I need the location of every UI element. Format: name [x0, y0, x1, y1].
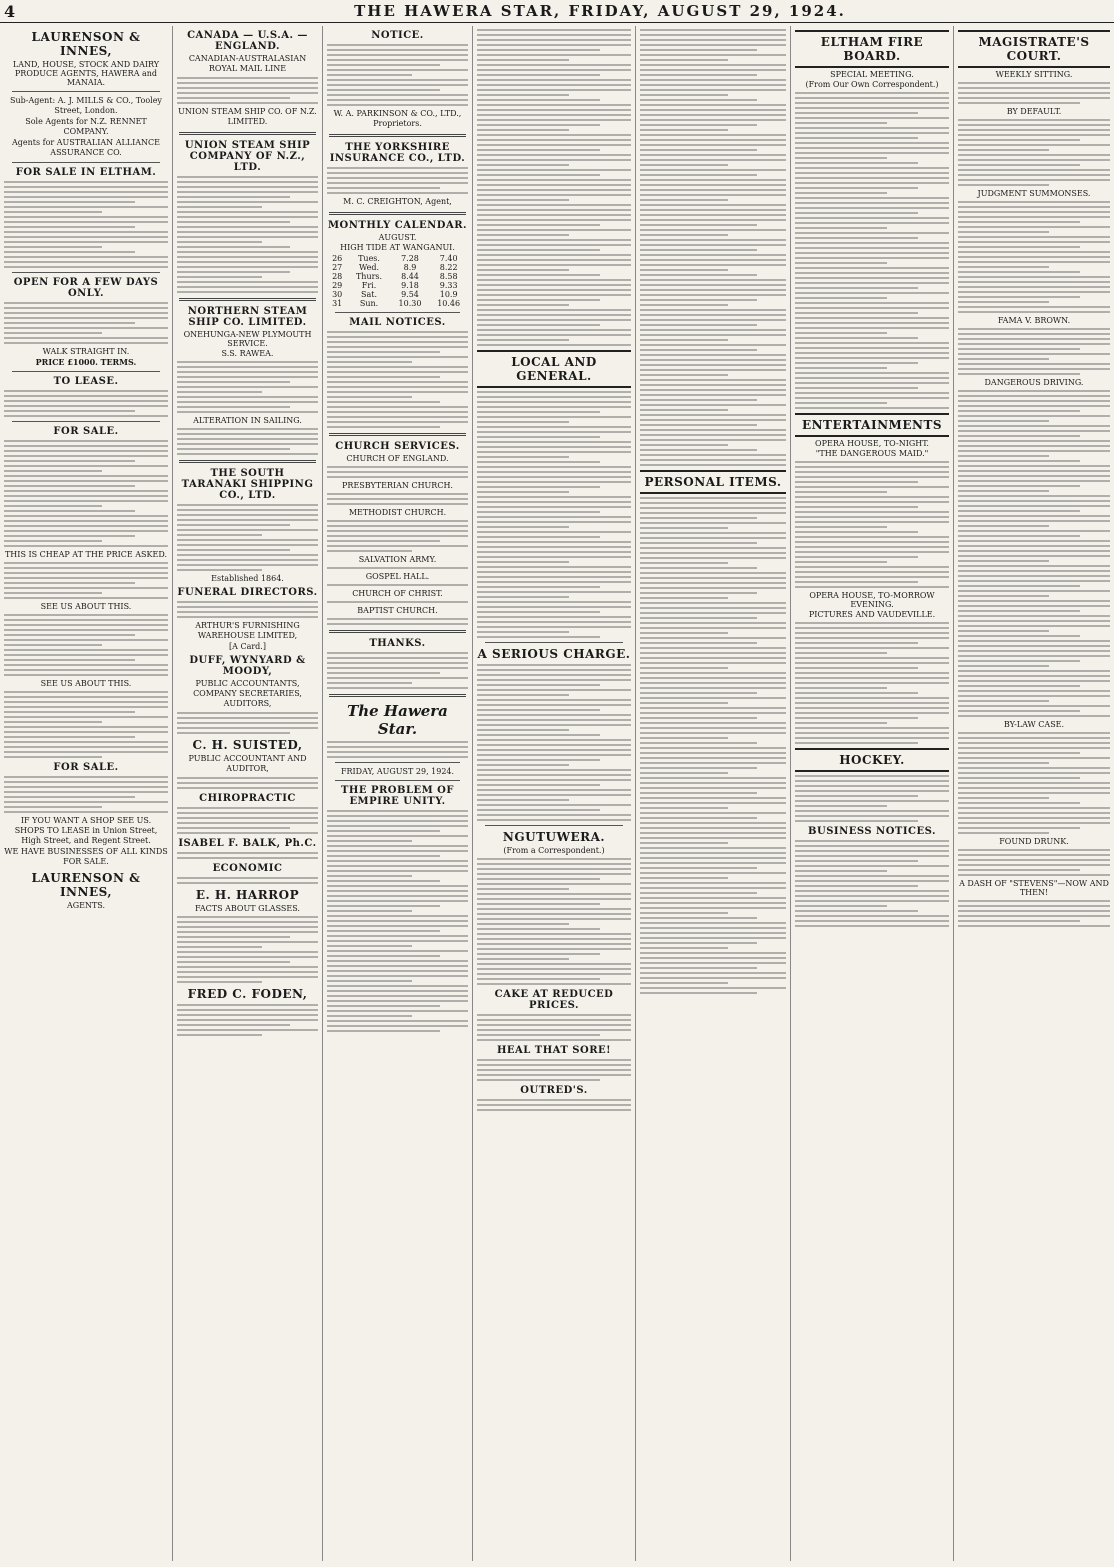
open-few-days: OPEN FOR A FEW DAYS ONLY.: [13, 277, 159, 299]
tide-cell: 28: [332, 272, 343, 281]
firm-footer: LAURENSON & INNES,: [31, 871, 141, 899]
opera-tomorrow: OPERA HOUSE, TO-MORROW EVENING.: [809, 591, 935, 609]
sole-agents: Sole Agents for N.Z. RENNET COMPANY.: [25, 117, 147, 136]
tide-cell: 26: [332, 254, 343, 263]
personal-items: PERSONAL ITEMS.: [640, 470, 786, 494]
shops-lease: SHOPS TO LEASE in Union Street, High Street, and Regent Street.: [14, 826, 158, 845]
tide-row: [327, 299, 468, 308]
baptist: BAPTIST CHURCH.: [357, 606, 438, 615]
tide-cell: 9.33: [439, 281, 458, 290]
newspaper-title: THE HAWERA STAR, FRIDAY, AUGUST 29, 1924.: [354, 2, 846, 20]
ss-rawea: S.S. RAWEA.: [221, 349, 274, 358]
firm-subtitle: LAND, HOUSE, STOCK AND DAIRY PRODUCE AGENTS, HAWERA and MANAIA.: [12, 60, 160, 87]
notice-heading: NOTICE.: [371, 30, 424, 41]
tide-cell: 10.9: [439, 290, 458, 299]
economic: ECONOMIC: [212, 863, 283, 874]
local-and-general: LOCAL AND GENERAL.: [477, 350, 631, 388]
established: Established 1864.: [211, 574, 284, 583]
chiropractic: CHIROPRACTIC: [199, 793, 296, 804]
arthur: ARTHUR'S FURNISHING WAREHOUSE LIMITED,: [195, 621, 300, 640]
see-us-1: SEE US ABOUT THIS.: [40, 602, 132, 611]
church-services: CHURCH SERVICES.: [335, 441, 460, 452]
hockey: HOCKEY.: [795, 748, 949, 772]
price: PRICE £1000.: [35, 357, 98, 367]
cheap-notice: THIS IS CHEAP AT THE PRICE ASKED.: [4, 550, 168, 559]
harrop: E. H. HARROP: [195, 888, 300, 902]
alliance-agents: Agents for AUSTRALIAN ALLIANCE ASSURANCE CO.: [11, 138, 161, 157]
column-4: [472, 26, 635, 1561]
south-taranaki: THE SOUTH TARANAKI SHIPPING CO., LTD.: [181, 468, 314, 501]
masthead: [0, 0, 1114, 23]
canada-heading: CANADA — U.S.A. — ENGLAND.: [187, 30, 308, 52]
from-correspondent: (From a Correspondent.): [503, 846, 605, 855]
tide-cell: 9.18: [401, 281, 419, 290]
canadian-line: CANADIAN-AUSTRALASIAN ROYAL MAIL LINE: [188, 54, 307, 73]
by-law-case: BY-LAW CASE.: [1003, 720, 1065, 729]
tide-cell: Thurs.: [355, 272, 383, 281]
want-shop: IF YOU WANT A SHOP SEE US.: [20, 816, 152, 825]
tide-cell: 30: [332, 290, 343, 299]
tide-row: [327, 281, 468, 290]
funeral: FUNERAL DIRECTORS.: [177, 587, 318, 598]
church-of-england: CHURCH OF ENGLAND.: [346, 454, 449, 463]
column-5: [635, 26, 790, 1561]
tide-row: [327, 263, 468, 272]
tide-row: [327, 290, 468, 299]
fama-v-brown: FAMA V. BROWN.: [997, 316, 1071, 325]
mail-notices: MAIL NOTICES.: [349, 317, 446, 328]
church-of-christ: CHURCH OF CHRIST.: [352, 589, 443, 598]
column-6: [790, 26, 953, 1561]
for-sale-eltham: FOR SALE IN ELTHAM.: [15, 167, 157, 178]
tide-cell: Fri.: [361, 281, 377, 290]
by-default: BY DEFAULT.: [1006, 107, 1062, 116]
tide-cell: 7.40: [439, 254, 458, 263]
high-tide: HIGH TIDE AT WANGANUI.: [340, 243, 455, 252]
tide-cell: Wed.: [359, 263, 379, 272]
tide-cell: 8.9: [403, 263, 417, 272]
cake-prices: CAKE AT REDUCED PRICES.: [494, 989, 614, 1011]
salvation-army: SALVATION ARMY.: [358, 555, 437, 564]
tide-cell: 8.22: [439, 263, 458, 272]
usscn: UNION STEAM SHIP CO. OF N.Z. LIMITED.: [178, 107, 317, 126]
dash-of-stevens: A DASH OF "STEVENS"—NOW AND THEN!: [959, 879, 1109, 897]
duff-sub: PUBLIC ACCOUNTANTS, COMPANY SECRETARIES, AUDITORS,: [193, 679, 302, 708]
tide-row: [327, 272, 468, 281]
dangerous-maid: "THE DANGEROUS MAID.": [815, 449, 929, 458]
thanks: THANKS.: [369, 638, 426, 649]
tide-cell: 27: [332, 263, 343, 272]
for-sale-2: FOR SALE.: [53, 762, 119, 773]
for-sale: FOR SALE.: [53, 426, 119, 437]
walk-in: WALK STRAIGHT IN.: [42, 347, 130, 356]
entertainments: ENTERTAINMENTS: [795, 413, 949, 437]
tide-cell: 31: [332, 299, 343, 308]
tide-cell: Tues.: [358, 254, 380, 263]
tide-cell: 29: [332, 281, 343, 290]
onehunga: ONEHUNGA-NEW PLYMOUTH SERVICE.: [183, 330, 312, 348]
dangerous-driving: DANGEROUS DRIVING.: [984, 378, 1084, 387]
sub-agent: Sub-Agent: A. J. MILLS & CO., Tooley Street, London.: [10, 96, 162, 115]
suisted: C. H. SUISTED,: [192, 738, 303, 752]
isabel-balk: ISABEL F. BALK, Ph.C.: [178, 838, 317, 849]
business-notices: BUSINESS NOTICES.: [808, 826, 936, 837]
column-1: [0, 26, 172, 1561]
facts-glasses: FACTS ABOUT GLASSES.: [195, 904, 300, 913]
eltham-fire-board: ELTHAM FIRE BOARD.: [795, 30, 949, 68]
foden: FRED C. FODEN,: [187, 987, 308, 1001]
gospel-hall: GOSPEL HALL.: [365, 572, 430, 581]
heal-sore: HEAL THAT SORE!: [496, 1045, 612, 1056]
monthly-calendar: MONTHLY CALENDAR.: [327, 220, 468, 231]
duff-wynyard: DUFF, WYNYARD & MOODY,: [189, 655, 306, 677]
tide-cell: Sat.: [361, 290, 378, 299]
tide-row: [327, 254, 468, 263]
magistrates-court: MAGISTRATE'S COURT.: [958, 30, 1110, 68]
special-meeting: SPECIAL MEETING.: [830, 70, 914, 79]
tide-cell: Sun.: [359, 299, 379, 308]
august: AUGUST.: [378, 233, 417, 242]
tide-cell: 8.58: [439, 272, 458, 281]
see-us-2: SEE US ABOUT THIS.: [40, 679, 132, 688]
issue-date: FRIDAY, AUGUST 29, 1924.: [340, 767, 455, 776]
terms: TERMS.: [100, 357, 137, 367]
methodist: METHODIST CHURCH.: [348, 508, 447, 517]
creighton: M. C. CREIGHTON, Agent,: [343, 197, 452, 206]
empire-unity-heading: THE PROBLEM OF EMPIRE UNITY.: [340, 785, 454, 807]
weekly-sitting: WEEKLY SITTING.: [995, 70, 1073, 79]
hawera-star-nameplate: The Hawera Star.: [347, 702, 448, 738]
column-2: [172, 26, 322, 1561]
presbyterian: PRESBYTERIAN CHURCH.: [342, 481, 453, 490]
tide-cell: 10.30: [398, 299, 422, 308]
to-lease: TO LEASE.: [53, 376, 119, 387]
tide-table: [327, 254, 468, 308]
outreds: OUTRED'S.: [520, 1085, 588, 1096]
tide-cell: 7.28: [401, 254, 419, 263]
page-number: 4: [4, 2, 16, 21]
a-card: [A Card.]: [229, 642, 266, 651]
notice-sign: W. A. PARKINSON & CO., LTD., Proprietors.: [333, 109, 462, 128]
union-steam: UNION STEAM SHIP COMPANY OF N.Z., LTD.: [184, 140, 311, 173]
column-7: [953, 26, 1114, 1561]
firm-name: LAURENSON & INNES,: [31, 30, 141, 58]
tide-cell: 9.54: [401, 290, 419, 299]
judgment-summonses: JUDGMENT SUMMONSES.: [977, 189, 1091, 198]
pictures-vaudeville: PICTURES AND VAUDEVILLE.: [808, 610, 936, 619]
yorkshire-insurance: THE YORKSHIRE INSURANCE CO., LTD.: [329, 142, 466, 164]
suisted-sub: PUBLIC ACCOUNTANT AND AUDITOR,: [188, 754, 307, 773]
opera-tonight: OPERA HOUSE, TO-NIGHT.: [815, 439, 929, 448]
alteration: ALTERATION IN SAILING.: [193, 416, 302, 425]
own-correspondent: (From Our Own Correspondent.): [805, 80, 939, 89]
ngutuwera: NGUTUWERA.: [502, 830, 606, 844]
businesses: WE HAVE BUSINESSES OF ALL KINDS FOR SALE.: [4, 847, 168, 866]
tide-cell: 8.44: [401, 272, 419, 281]
found-drunk: FOUND DRUNK.: [999, 837, 1069, 846]
northern-steam: NORTHERN STEAM SHIP CO. LIMITED.: [187, 306, 308, 328]
column-3: [322, 26, 472, 1561]
serious-charge: A SERIOUS CHARGE.: [477, 647, 631, 661]
agents: AGENTS.: [66, 901, 106, 910]
tide-cell: 10.46: [437, 299, 461, 308]
